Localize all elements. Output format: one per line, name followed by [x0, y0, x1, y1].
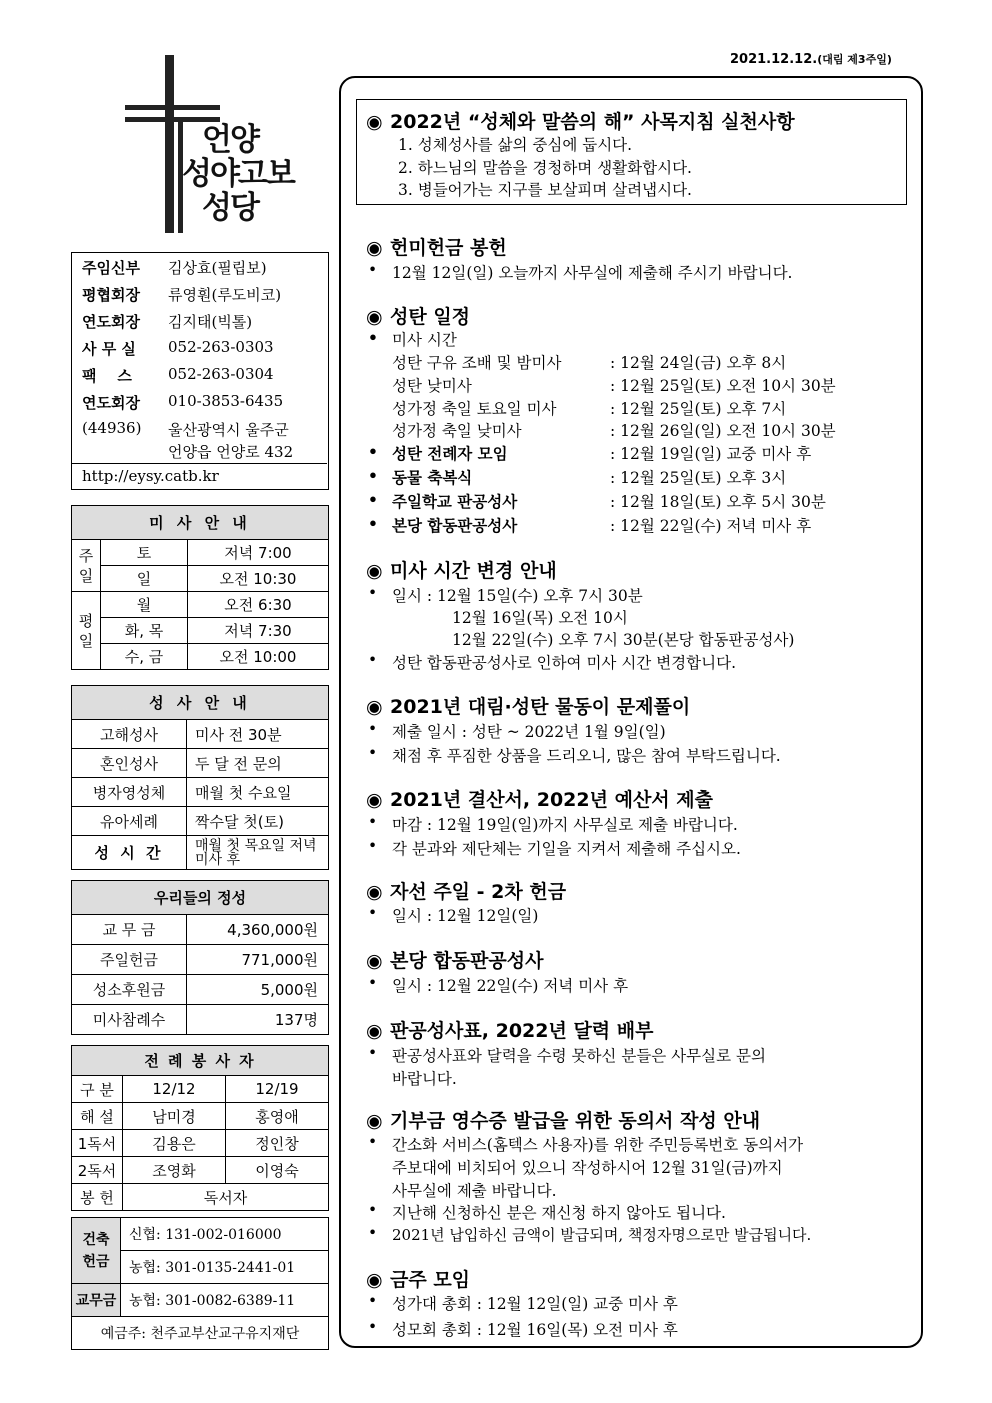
dot-icon: •: [368, 1318, 378, 1336]
server-name: 조영화: [123, 1157, 226, 1184]
info-row: [82, 257, 267, 278]
section-text: 12월 22일(수) 오후 7시 30분(본당 합동판공성사): [452, 631, 795, 649]
schedule-time: : 12월 25일(토) 오후 7시: [610, 400, 787, 418]
mass-title: 미 사 안 내: [72, 506, 329, 540]
info-key: 사 무 실: [82, 340, 136, 358]
info-key: 연도회장: [82, 394, 140, 412]
dot-icon: •: [368, 261, 378, 279]
servers-title: 전 례 봉 사 자: [72, 1046, 329, 1076]
offering-title: 우리들의 정성: [72, 881, 329, 915]
dot-icon: •: [368, 1292, 378, 1310]
bullet-icon: ◉: [366, 237, 383, 259]
section-text: 성모회 총회 : 12월 16일(목) 오전 미사 후: [392, 1321, 678, 1339]
penance-section: [366, 946, 543, 973]
offering-table: [71, 880, 329, 1035]
bullet-icon: ◉: [366, 560, 383, 582]
dot-icon: •: [368, 651, 378, 669]
mass-schedule-table: [71, 505, 329, 670]
section-title: 기부금 영수증 발급을 위한 동의서 작성 안내: [390, 1110, 761, 1132]
address-line: 언양읍 언양로 432: [168, 443, 294, 461]
section-text: 2021년 납입하신 금액이 발급되며, 책정자명으로만 발급됩니다.: [392, 1226, 812, 1244]
server-name: 홍영애: [226, 1103, 329, 1130]
liturgy-servers-table: [71, 1045, 329, 1211]
section-text: 12월 12일(일) 오늘까지 사무실에 제출해 주시기 바랍니다.: [392, 264, 793, 282]
sacrament-name: 고해성사: [72, 720, 187, 749]
schedule-name: 동물 축복식: [392, 469, 473, 487]
dot-icon: •: [368, 442, 378, 461]
server-role: 봉 헌: [72, 1184, 123, 1211]
mass-time: 저녁 7:30: [188, 618, 329, 644]
section-text: 주보대에 비치되어 있으니 작성하시어 12월 31일(금)까지: [392, 1159, 783, 1177]
offering-name: 교 무 금: [72, 915, 187, 945]
bullet-icon: ◉: [366, 696, 383, 718]
section-text: 일시 : 12월 15일(수) 오후 7시 30분: [392, 587, 643, 605]
quiz-section: [366, 692, 690, 719]
donation-receipt-section: [366, 1106, 760, 1133]
schedule-time: : 12월 22일(수) 저녁 미사 후: [610, 517, 812, 535]
mass-time: 오전 10:00: [188, 644, 329, 670]
dot-icon: •: [368, 466, 378, 485]
mass-change-section: [366, 556, 557, 583]
bullet-icon: ◉: [366, 950, 383, 972]
charity-section: [366, 877, 566, 904]
section-text: 일시 : 12월 12일(일): [392, 907, 539, 925]
server-name: 독서자: [123, 1184, 329, 1211]
bullet-icon: ◉: [366, 881, 383, 903]
section-title: 금주 모임: [390, 1269, 471, 1291]
info-key: 주임신부: [82, 259, 140, 277]
logo-line: 성당: [202, 190, 258, 226]
sacrament-table: [71, 685, 329, 870]
schedule-name: 성탄 낮미사: [392, 377, 472, 395]
mass-time-label: 미사 시간: [392, 331, 457, 349]
sacrament-info: 매월 첫 목요일 저녁미사 후: [187, 836, 329, 870]
section-title: 판공성사표, 2022년 달력 배부: [390, 1020, 654, 1042]
sacrament-name: 혼인성사: [72, 749, 187, 778]
parish-logo: [120, 55, 320, 240]
dot-icon: •: [368, 974, 378, 992]
sunday-label: 주일: [72, 540, 101, 592]
offering-amount: 137명: [187, 1005, 329, 1035]
sacrament-name: 병자영성체: [72, 778, 187, 807]
dot-icon: •: [368, 584, 378, 602]
dot-icon: •: [368, 744, 378, 762]
schedule-name: 성탄 구유 조배 및 밤미사: [392, 354, 562, 372]
section-text: 12월 16일(목) 오전 10시: [452, 609, 628, 627]
mass-time: 오전 6:30: [188, 592, 329, 618]
address-line: 울산광역시 울주군: [168, 421, 289, 439]
server-name: 남미경: [123, 1103, 226, 1130]
bullet-icon: ◉: [366, 1110, 383, 1132]
dot-icon: •: [368, 328, 378, 347]
schedule-name: 본당 합동판공성사: [392, 517, 518, 535]
mass-time: 오전 10:30: [188, 566, 329, 592]
guideline-item: 3. 병들어가는 지구를 보살피며 살려냅시다.: [398, 181, 692, 199]
sacrament-name: 유아세례: [72, 807, 187, 836]
mass-day: 토: [101, 540, 188, 566]
offering-amount: 5,000원: [187, 975, 329, 1005]
section-title: 헌미헌금 봉헌: [390, 237, 507, 259]
section-title: 성탄 일정: [390, 306, 471, 328]
budget-section: [366, 785, 713, 812]
weekly-meetings-section: [366, 1265, 470, 1292]
sacrament-name: 성 시 간: [72, 836, 187, 870]
info-value: 052-263-0303: [168, 338, 274, 356]
dot-icon: •: [368, 813, 378, 831]
offering-name: 성소후원금: [72, 975, 187, 1005]
zip-code: (44936): [82, 419, 142, 437]
bulletin-date: [730, 51, 892, 67]
sacrament-info: 짝수달 첫(토): [187, 807, 329, 836]
section-title: 2021년 결산서, 2022년 예산서 제출: [390, 789, 713, 811]
logo-line: 성야고보: [182, 156, 294, 192]
guideline-item: 2. 하느님의 말씀을 경청하며 생활화합시다.: [398, 159, 692, 177]
dot-icon: •: [368, 837, 378, 855]
schedule-name: 성가정 축일 토요일 미사: [392, 400, 557, 418]
cross-bar: [125, 105, 220, 110]
dot-icon: •: [368, 1224, 378, 1242]
info-value: 052-263-0304: [168, 365, 274, 383]
schedule-time: : 12월 25일(토) 오전 10시 30분: [610, 377, 836, 395]
info-row: [82, 392, 284, 413]
bullet-icon: ◉: [366, 1020, 383, 1042]
server-role: 해 설: [72, 1103, 123, 1130]
info-key: 평협회장: [82, 286, 140, 304]
dot-icon: •: [368, 514, 378, 533]
mass-day: 화, 목: [101, 618, 188, 644]
schedule-time: : 12월 19일(일) 교중 미사 후: [610, 445, 812, 463]
account-number: 농협: 301-0135-2441-01: [121, 1251, 329, 1284]
section-title: 미사 시간 변경 안내: [390, 560, 557, 582]
logo-line: 언양: [202, 122, 258, 158]
offering-name: 미사참례수: [72, 1005, 187, 1035]
dot-icon: •: [368, 490, 378, 509]
mass-day: 수, 금: [101, 644, 188, 670]
sacrament-info: 두 달 전 문의: [187, 749, 329, 778]
parish-name: [182, 123, 294, 225]
offering-section: [366, 233, 507, 260]
calendar-section: [366, 1016, 653, 1043]
server-name: 정인창: [226, 1130, 329, 1157]
info-row: [82, 365, 274, 386]
server-role: 2독서: [72, 1157, 123, 1184]
bank-accounts-table: [71, 1217, 329, 1350]
servers-header: 12/12: [123, 1076, 226, 1103]
offering-name: 주일헌금: [72, 945, 187, 975]
website-link[interactable]: http://eysy.catb.kr: [82, 467, 219, 485]
date-sub: (대림 제3주일): [817, 53, 892, 66]
dot-icon: •: [368, 1201, 378, 1219]
mass-day: 월: [101, 592, 188, 618]
section-text: 각 분과와 제단체는 기일을 지켜서 제출해 주십시오.: [392, 840, 741, 858]
info-row: [82, 311, 253, 332]
section-text: 바랍니다.: [392, 1070, 457, 1088]
guideline-item: 1. 성체성사를 삶의 중심에 둡시다.: [398, 136, 633, 154]
schedule-name: 주일학교 판공성사: [392, 493, 518, 511]
schedule-name: 성가정 축일 낮미사: [392, 422, 522, 440]
pastoral-section: [366, 107, 795, 134]
bullet-icon: ◉: [366, 1269, 383, 1291]
mass-time: 저녁 7:00: [188, 540, 329, 566]
offering-amount: 4,360,000원: [187, 915, 329, 945]
kyomu-label: 교무금: [72, 1284, 121, 1317]
section-text: 사무실에 제출 바랍니다.: [392, 1182, 557, 1200]
mass-day: 일: [101, 566, 188, 592]
section-title: 자선 주일 - 2차 헌금: [390, 881, 567, 903]
schedule-name: 성탄 전례자 모임: [392, 445, 508, 463]
server-role: 1독서: [72, 1130, 123, 1157]
contact-info-box: [71, 252, 329, 490]
christmas-schedule-section: [366, 302, 470, 329]
servers-header: 12/19: [226, 1076, 329, 1103]
building-fund-label: 건축헌금: [72, 1218, 121, 1284]
servers-header: 구 분: [72, 1076, 123, 1103]
dot-icon: •: [368, 1133, 378, 1151]
info-value: 김지태(빅톨): [168, 313, 253, 331]
info-row: [82, 338, 274, 359]
sacrament-title: 성 사 안 내: [72, 686, 329, 720]
sacrament-info: 매월 첫 수요일: [187, 778, 329, 807]
server-name: 이영숙: [226, 1157, 329, 1184]
section-title: 본당 합동판공성사: [390, 950, 544, 972]
dot-icon: •: [368, 720, 378, 738]
section-title: 2021년 대림·성탄 물동이 문제풀이: [390, 696, 691, 718]
section-title: 2022년 “성체와 말씀의 해” 사목지침 실천사항: [390, 111, 795, 133]
info-key: 연도회장: [82, 313, 140, 331]
info-value: 김상효(필립보): [168, 259, 267, 277]
offering-amount: 771,000원: [187, 945, 329, 975]
account-number: 신협: 131-002-016000: [121, 1218, 329, 1251]
schedule-time: : 12월 18일(토) 오후 5시 30분: [610, 493, 826, 511]
schedule-time: : 12월 24일(금) 오후 8시: [610, 354, 787, 372]
section-text: 판공성사표와 달력을 수령 못하신 분들은 사무실로 문의: [392, 1047, 766, 1065]
section-text: 지난해 신청하신 분은 재신청 하지 않아도 됩니다.: [392, 1204, 726, 1222]
bullet-icon: ◉: [366, 111, 383, 133]
section-text: 마감 : 12월 19일(일)까지 사무실로 제출 바랍니다.: [392, 816, 738, 834]
cross-icon: [165, 55, 174, 233]
section-text: 간소화 서비스(홈텍스 사용자)를 위한 주민등록번호 동의서가: [392, 1136, 804, 1154]
schedule-time: : 12월 26일(일) 오전 10시 30분: [610, 422, 836, 440]
account-holder: 예금주: 천주교부산교구유지재단: [72, 1317, 329, 1350]
server-name: 김용은: [123, 1130, 226, 1157]
info-key: 팩 스: [82, 367, 132, 385]
account-number: 농협: 301-0082-6389-11: [121, 1284, 329, 1317]
info-value: 류영훤(루도비코): [168, 286, 282, 304]
info-value: 010-3853-6435: [168, 392, 284, 410]
date-main: 2021.12.12.: [730, 52, 818, 67]
weekday-label: 평일: [72, 592, 101, 670]
section-text: 일시 : 12월 22일(수) 저녁 미사 후: [392, 977, 629, 995]
info-row: [82, 284, 282, 305]
sacrament-info: 미사 전 30분: [187, 720, 329, 749]
section-text: 제출 일시 : 성탄 ~ 2022년 1월 9일(일): [392, 723, 666, 741]
schedule-time: : 12월 25일(토) 오후 3시: [610, 469, 787, 487]
section-text: 성탄 합동판공성사로 인하여 미사 시간 변경합니다.: [392, 654, 736, 672]
dot-icon: •: [368, 1044, 378, 1062]
section-text: 성가대 총회 : 12월 12일(일) 교중 미사 후: [392, 1295, 678, 1313]
section-text: 채점 후 푸짐한 상품을 드리오니, 많은 참여 부탁드립니다.: [392, 747, 781, 765]
bullet-icon: ◉: [366, 306, 383, 328]
dot-icon: •: [368, 904, 378, 922]
bullet-icon: ◉: [366, 789, 383, 811]
address-row: [82, 419, 289, 439]
